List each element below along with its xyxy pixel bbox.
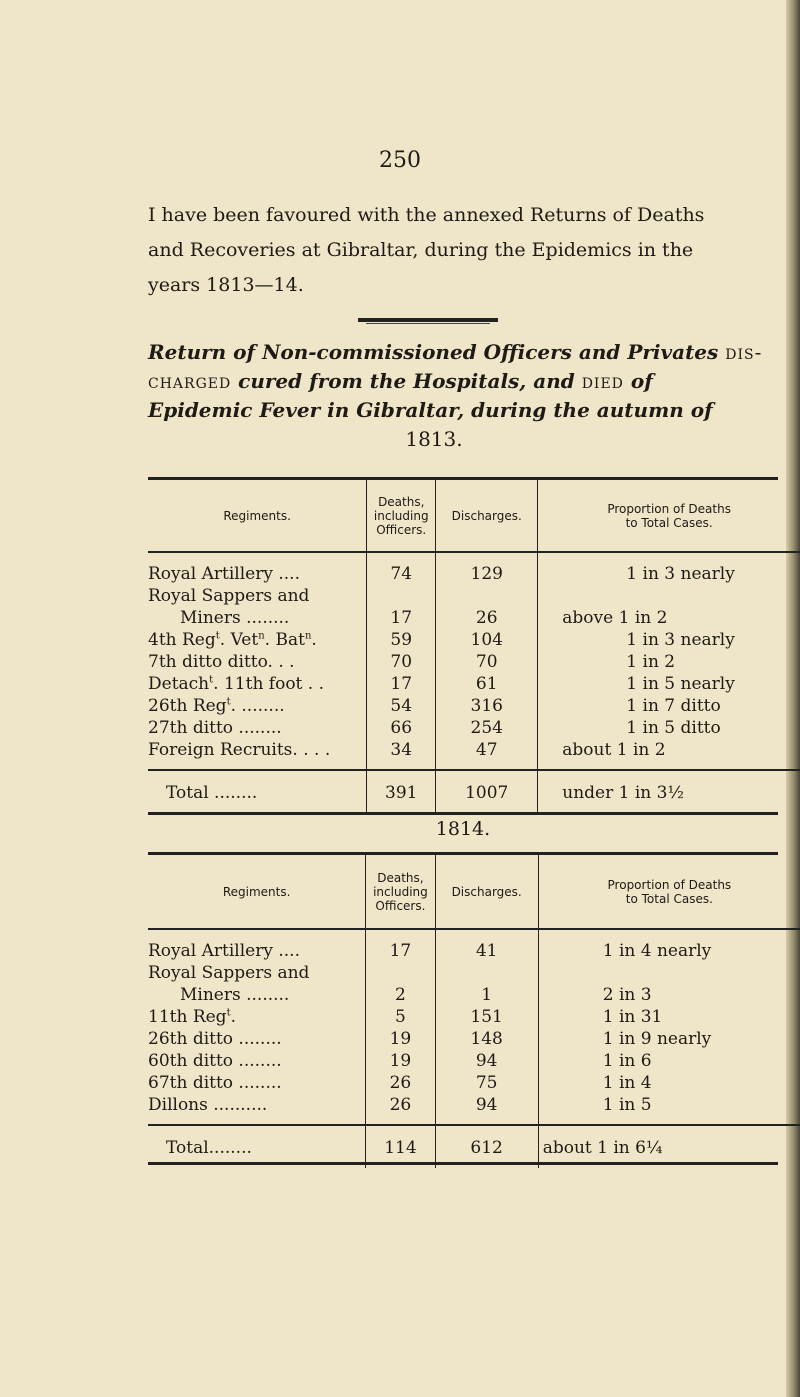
regiment-name: 67th ditto ........: [148, 1073, 282, 1093]
regiment-name: Detach$^t$. 11th foot . .: [148, 674, 325, 694]
header-deaths: Deaths, including Officers.: [367, 480, 436, 552]
regiment-name: 4th Reg$^t$. Vet$^n$. Bat$^n$.: [148, 630, 317, 650]
regiment-name: Royal Artillery ....: [148, 941, 300, 961]
deaths-value: 34: [390, 740, 413, 760]
regiment-name: Royal Sappers and: [148, 963, 310, 983]
discharges-value: 47: [475, 740, 498, 760]
proportion-column: [538, 929, 800, 1125]
regiment-name: Foreign Recruits. . . .: [148, 740, 331, 760]
proportion-value: 1 in 3 nearly: [626, 564, 735, 584]
deaths-value: 17: [389, 941, 412, 961]
return-heading: [148, 338, 776, 454]
table-bottom-rule: [148, 812, 778, 815]
deaths-value: 19: [389, 1051, 412, 1071]
proportion-value: about 1 in 2: [562, 740, 666, 760]
discharges-value: 104: [470, 630, 503, 650]
deaths-value: 17: [390, 674, 413, 694]
intro-line: years 1813—14.: [148, 274, 304, 296]
proportion-column: [538, 552, 800, 770]
heading-text: Epidemic Fever in Gibraltar, during the autumn of: [148, 398, 713, 422]
year-heading: 1814.: [435, 818, 491, 840]
discharges-column: [435, 929, 538, 1125]
deaths-value: 54: [390, 696, 413, 716]
discharges-value: 129: [470, 564, 503, 584]
discharges-value: 70: [475, 652, 498, 672]
discharges-value: 148: [470, 1029, 503, 1049]
header-proportion: Proportion of Deaths to Total Cases.: [538, 855, 800, 929]
header-discharges: Discharges.: [436, 480, 538, 552]
table-1814: [148, 855, 800, 1168]
total-proportion: about 1 in 6¼: [542, 1138, 663, 1158]
total-label: Total ........: [148, 770, 367, 813]
heading-text: cured from the Hospitals, and: [238, 369, 575, 393]
discharges-value: 94: [475, 1051, 498, 1071]
header-discharges: Discharges.: [435, 855, 538, 929]
regiment-name: Royal Sappers and: [148, 586, 310, 606]
discharges-column: [436, 552, 538, 770]
deaths-value: 26: [389, 1073, 412, 1093]
regiment-name: 26th ditto ........: [148, 1029, 282, 1049]
proportion-value: 1 in 2: [626, 652, 676, 672]
deaths-value: 5: [395, 1007, 406, 1027]
total-label: Total........: [148, 1125, 366, 1168]
proportion-value: 1 in 3 nearly: [626, 630, 735, 650]
deaths-value: 66: [390, 718, 413, 738]
discharges-value: 75: [475, 1073, 498, 1093]
regiment-name: 26th Reg$^t$. ........: [148, 696, 285, 716]
discharges-value: 41: [475, 941, 498, 961]
deaths-value: 59: [390, 630, 413, 650]
heading-text: of: [630, 369, 653, 393]
table-bottom-rule: [148, 1162, 778, 1165]
discharges-value: 254: [470, 718, 503, 738]
proportion-value: 1 in 4: [602, 1073, 652, 1093]
regiment-name: Dillons ..........: [148, 1095, 268, 1115]
proportion-value: 1 in 5 nearly: [626, 674, 735, 694]
discharges-value: 94: [475, 1095, 498, 1115]
proportion-value: 1 in 6: [602, 1051, 652, 1071]
regiment-name: 27th ditto ........: [148, 718, 282, 738]
total-deaths: 114: [366, 1125, 435, 1168]
deaths-value: 2: [395, 985, 406, 1005]
header-proportion: Proportion of Deaths to Total Cases.: [538, 480, 800, 552]
total-proportion: under 1 in 3½: [562, 783, 684, 803]
page-number: 250: [379, 148, 421, 173]
regiment-name: Miners ........: [180, 608, 290, 628]
regiment-column: [148, 552, 367, 770]
proportion-value: 1 in 5: [602, 1095, 652, 1115]
deaths-value: 17: [390, 608, 413, 628]
discharges-value: 26: [475, 608, 498, 628]
regiment-name: 60th ditto ........: [148, 1051, 282, 1071]
regiment-name: 11th Reg$^t$.: [148, 1007, 236, 1027]
deaths-value: 70: [390, 652, 413, 672]
proportion-value: 1 in 31: [602, 1007, 663, 1027]
heading-text: died: [581, 369, 624, 393]
discharges-value: 1: [481, 985, 493, 1005]
total-deaths: 391: [367, 770, 436, 813]
deaths-value: 74: [390, 564, 413, 584]
heading-text: Return of Non-commissioned Officers and Privates: [148, 340, 719, 364]
regiment-column: [148, 929, 366, 1125]
heading-year: 1813.: [405, 427, 463, 451]
regiment-name: Miners ........: [180, 985, 290, 1005]
heading-text: charged: [148, 369, 232, 393]
discharges-value: 151: [470, 1007, 503, 1027]
section-divider: [358, 318, 498, 322]
deaths-value: 26: [389, 1095, 412, 1115]
header-deaths: Deaths, including Officers.: [366, 855, 435, 929]
regiment-name: 7th ditto ditto. . .: [148, 652, 295, 672]
table-1813: [148, 480, 800, 813]
discharges-value: 316: [470, 696, 503, 716]
heading-text: dis-: [725, 340, 763, 364]
intro-line: and Recoveries at Gibraltar, during the Epidemics in the: [148, 239, 694, 261]
proportion-value: 1 in 5 ditto: [626, 718, 721, 738]
total-discharges: 1007: [436, 770, 538, 813]
header-regiments: Regiments.: [148, 480, 367, 552]
proportion-value: above 1 in 2: [562, 608, 668, 628]
header-regiments: Regiments.: [148, 855, 366, 929]
discharges-value: 61: [475, 674, 498, 694]
proportion-value: 1 in 7 ditto: [626, 696, 721, 716]
proportion-value: 1 in 9 nearly: [602, 1029, 712, 1049]
regiment-name: Royal Artillery ....: [148, 564, 300, 584]
total-discharges: 612: [435, 1125, 538, 1168]
proportion-value: 1 in 4 nearly: [602, 941, 712, 961]
intro-line: I have been favoured with the annexed Returns of Deaths: [148, 204, 705, 226]
deaths-column: [366, 929, 435, 1125]
deaths-value: 19: [389, 1029, 412, 1049]
proportion-value: 2 in 3: [602, 985, 652, 1005]
deaths-column: [367, 552, 436, 770]
intro-paragraph: [148, 198, 788, 303]
